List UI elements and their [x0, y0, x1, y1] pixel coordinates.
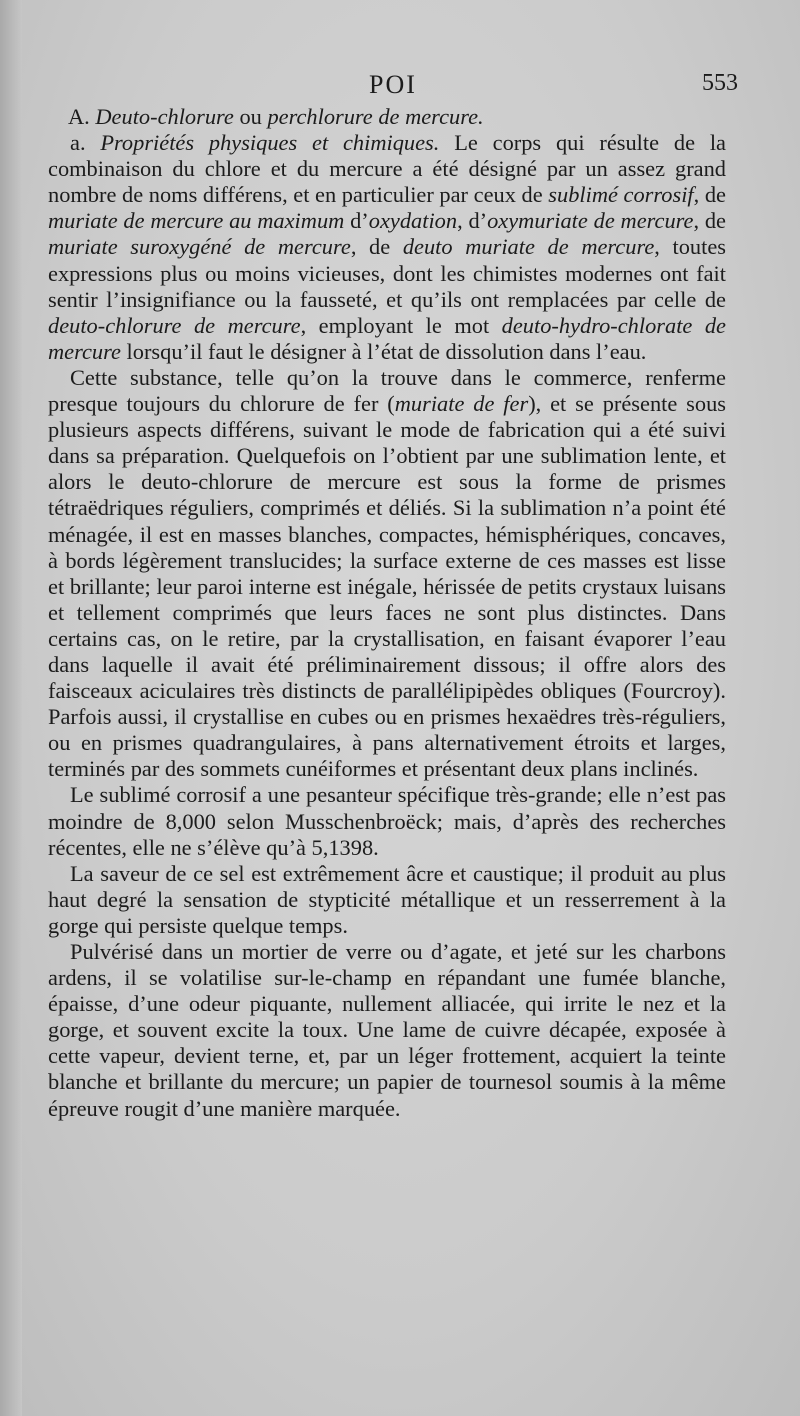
heading-term-alt: perchlorure de mercure.	[267, 104, 484, 129]
heading-term: Deuto-chlorure	[95, 104, 234, 129]
paragraph-forms: Cette substance, telle qu’on la trouve dans le commerce, renferme presque toujours du chlorure de fer (muriate de fer), et se présente sous plusieurs aspects différens, suivant le mode de fabrication qui a été suivi dans sa préparation. Quelquefois on l’obtient par une sublimation lente, et alors le deuto-chlorure de mercure est sous la forme de prismes tétraëdriques réguliers, comprimés et déliés. Si la sublimation n’a point été ménagée, il est en masses blanches, compactes, hémisphériques, concaves, à bords légèrement translucides; la surface externe de ces masses est lisse et brillante; leur paroi interne est inégale, hérissée de petits crystaux luisans et tellement comprimés que leurs faces ne sont plus distinctes. Dans certains cas, on le retire, par la crystallisation, en faisant évaporer l’eau dans laquelle il avait été préliminairement dissous; il offre alors des faisceaux aciculaires très distincts de parallélipipèdes obliques (Fourcroy). Parfois aussi, il crystallise en cubes ou en prismes hexaëdres très-réguliers, ou en prismes quadrangulaires, à pans alternativement étroits et larges, terminés par des sommets cunéiformes et présentant deux plans inclinés.	[48, 364, 726, 782]
heading-marker: A.	[68, 104, 90, 129]
paragraph-specific-gravity: Le sublimé corrosif a une pesanteur spécifique très-grande; elle n’est pas moindre de 8,000 selon Musschenbroëck; mais, d’après des recherches récentes, elle ne s’élève qu’à 5,1398.	[48, 782, 726, 860]
subsection-title: Propriétés physiques et chimiques.	[100, 130, 440, 156]
paragraph-properties: a. Propriétés physiques et chimiques. Le corps qui résulte de la combinaison du chlore et du mercure a été désigné par un assez grand nombre de noms différens, et en particulier par ceux de sublimé corrosif, de muriate de mercure au maximum d’oxydation, d’oxymuriate de mercure, de muriate suroxygéné de mercure, de deuto muriate de mercure, toutes expressions plus ou moins vicieuses, dont les chimistes modernes ont fait sentir l’insignifiance ou la fausseté, et qu’ils ont remplacées par celle de deuto-chlorure de mercure, employant le mot deuto-hydro-chlorate de mercure lorsqu’il faut le désigner à l’état de dissolution dans l’eau.	[48, 130, 726, 364]
page-body	[48, 104, 726, 1122]
page-number: 553	[702, 70, 738, 96]
subsection-marker: a.	[70, 130, 86, 156]
section-heading: A. Deuto-chlorure ou perchlorure de mercure.	[68, 104, 484, 129]
paragraph-taste: La saveur de ce sel est extrêmement âcre et caustique; il produit au plus haut degré la sensation de stypticité métallique et un resserrement à la gorge qui persiste quelque temps.	[48, 860, 726, 938]
running-title: POI	[369, 70, 417, 99]
page-gutter	[0, 0, 22, 1416]
paragraph-volatility: Pulvérisé dans un mortier de verre ou d’agate, et jeté sur les charbons ardens, il se volatilise sur-le-champ en répandant une fumée blanche, épaisse, d’une odeur piquante, nullement alliacée, qui irrite le nez et la gorge, et souvent excite la toux. Une lame de cuivre décapée, exposée à cette vapeur, devient terne, et, par un léger frottement, acquiert la teinte blanche et brillante du mercure; un papier de tournesol soumis à la même épreuve rougit d’une manière marquée.	[48, 939, 726, 1121]
running-header	[48, 70, 738, 104]
